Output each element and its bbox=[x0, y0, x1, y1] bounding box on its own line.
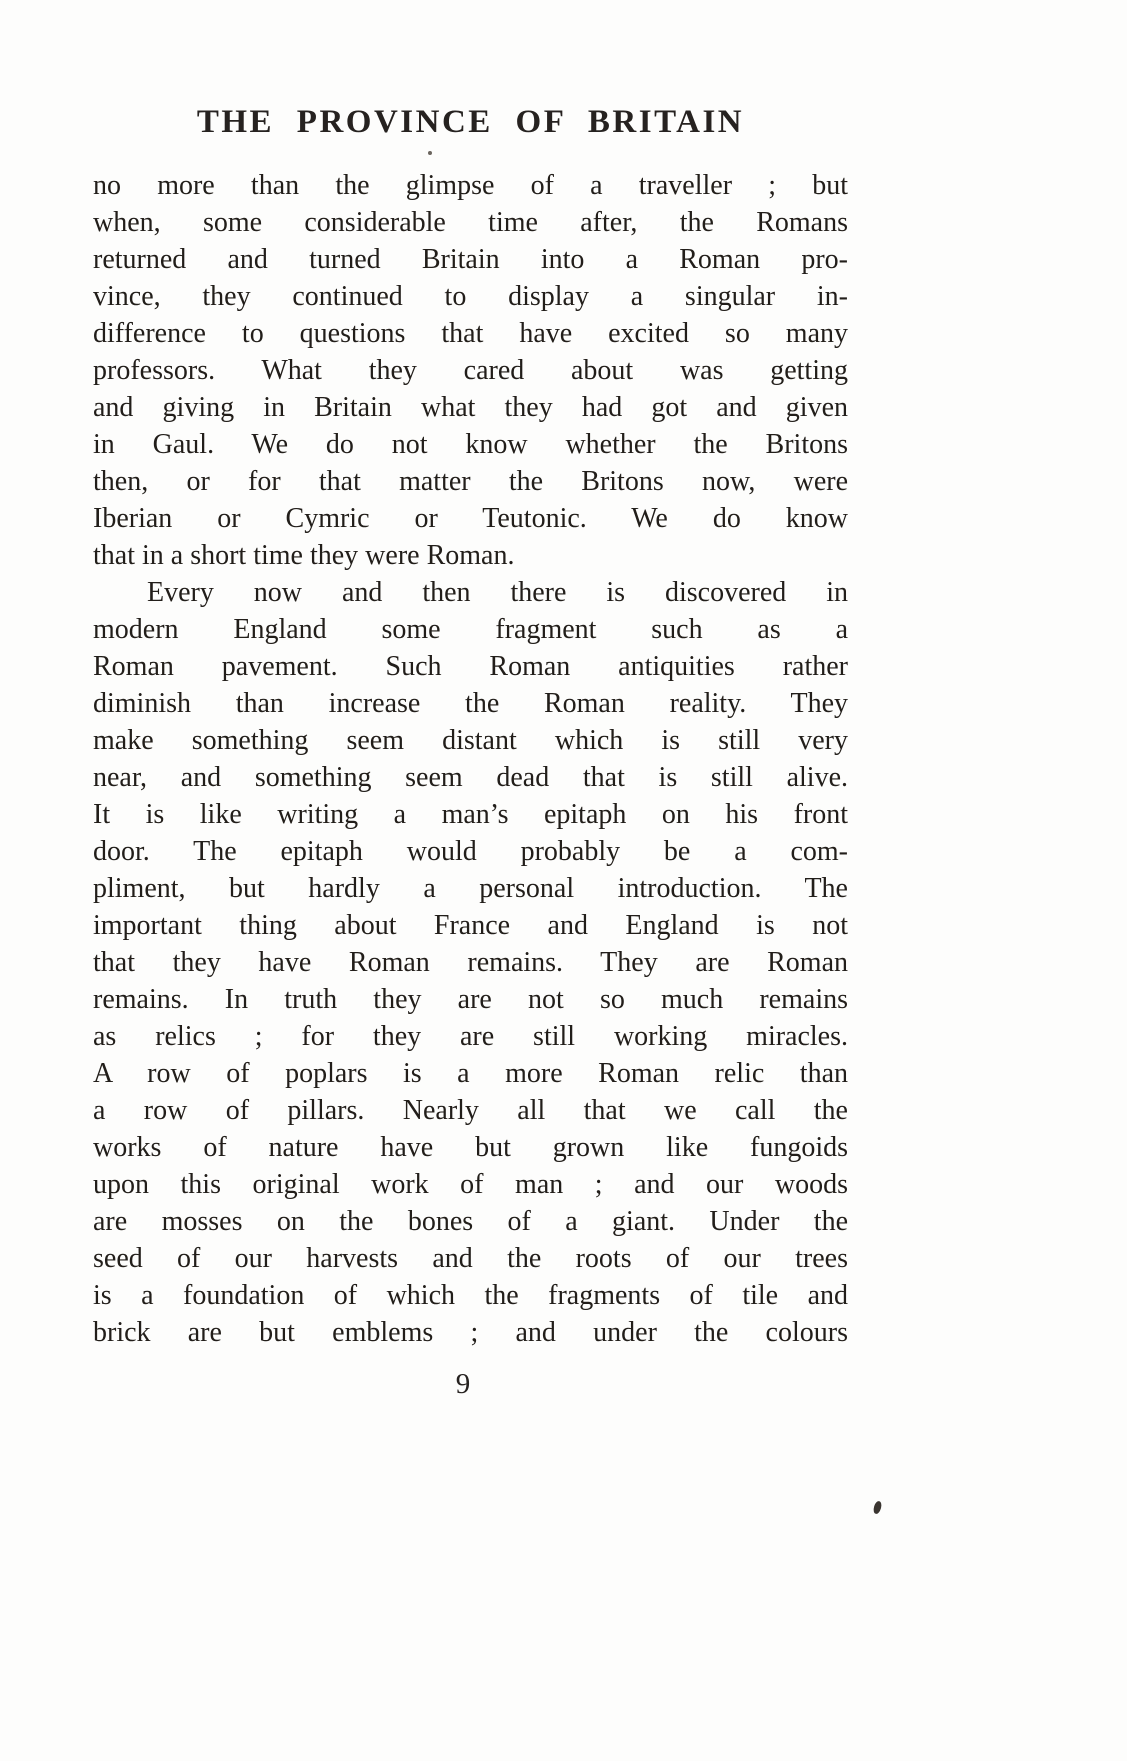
text-line: pliment, but hardly a personal introduction. The bbox=[93, 873, 848, 904]
text-line: seed of our harvests and the roots of our trees bbox=[93, 1243, 848, 1274]
text-line: difference to questions that have excited so many bbox=[93, 318, 848, 349]
text-line: remains. In truth they are not so much remains bbox=[93, 984, 848, 1015]
paragraph bbox=[93, 574, 848, 1351]
text-line: a row of pillars. Nearly all that we call the bbox=[93, 1095, 848, 1126]
text-line: no more than the glimpse of a traveller ; but bbox=[93, 170, 848, 201]
paragraph-continuation bbox=[93, 167, 848, 574]
text-line: that in a short time they were Roman. bbox=[93, 540, 515, 571]
text-line: near, and something seem dead that is still alive. bbox=[93, 762, 848, 793]
print-dot bbox=[428, 151, 432, 155]
text-line: and giving in Britain what they had got and given bbox=[93, 392, 848, 423]
text-line: vince, they continued to display a singular in- bbox=[93, 281, 848, 312]
ink-speck bbox=[872, 1500, 882, 1514]
text-line: returned and turned Britain into a Roman pro- bbox=[93, 244, 848, 275]
text-line: professors. What they cared about was getting bbox=[93, 355, 848, 386]
text-line: are mosses on the bones of a giant. Under the bbox=[93, 1206, 848, 1237]
text-block bbox=[93, 167, 848, 1351]
text-line: important thing about France and England is not bbox=[93, 910, 848, 941]
text-line: make something seem distant which is still very bbox=[93, 725, 848, 756]
text-line: as relics ; for they are still working miracles. bbox=[93, 1021, 848, 1052]
text-line: Every now and then there is discovered in bbox=[147, 577, 848, 608]
page-title: THE PROVINCE OF BRITAIN bbox=[196, 104, 745, 140]
text-line: door. The epitaph would probably be a com- bbox=[93, 836, 848, 867]
text-line: It is like writing a man’s epitaph on his front bbox=[93, 799, 848, 830]
text-line: that they have Roman remains. They are Roman bbox=[93, 947, 848, 978]
text-line: upon this original work of man ; and our woods bbox=[93, 1169, 848, 1200]
text-line: brick are but emblems ; and under the colours bbox=[93, 1317, 848, 1348]
text-line: Iberian or Cymric or Teutonic. We do know bbox=[93, 503, 848, 534]
page-number: 9 bbox=[455, 1368, 471, 1400]
text-line: is a foundation of which the fragments of tile and bbox=[93, 1280, 848, 1311]
text-line: then, or for that matter the Britons now, were bbox=[93, 466, 848, 497]
text-line: works of nature have but grown like fungoids bbox=[93, 1132, 848, 1163]
text-line: Roman pavement. Such Roman antiquities rather bbox=[93, 651, 848, 682]
text-line: in Gaul. We do not know whether the Britons bbox=[93, 429, 848, 460]
text-line: when, some considerable time after, the Romans bbox=[93, 207, 848, 238]
text-line: diminish than increase the Roman reality. They bbox=[93, 688, 848, 719]
text-line: A row of poplars is a more Roman relic than bbox=[93, 1058, 848, 1089]
text-line: modern England some fragment such as a bbox=[93, 614, 848, 645]
